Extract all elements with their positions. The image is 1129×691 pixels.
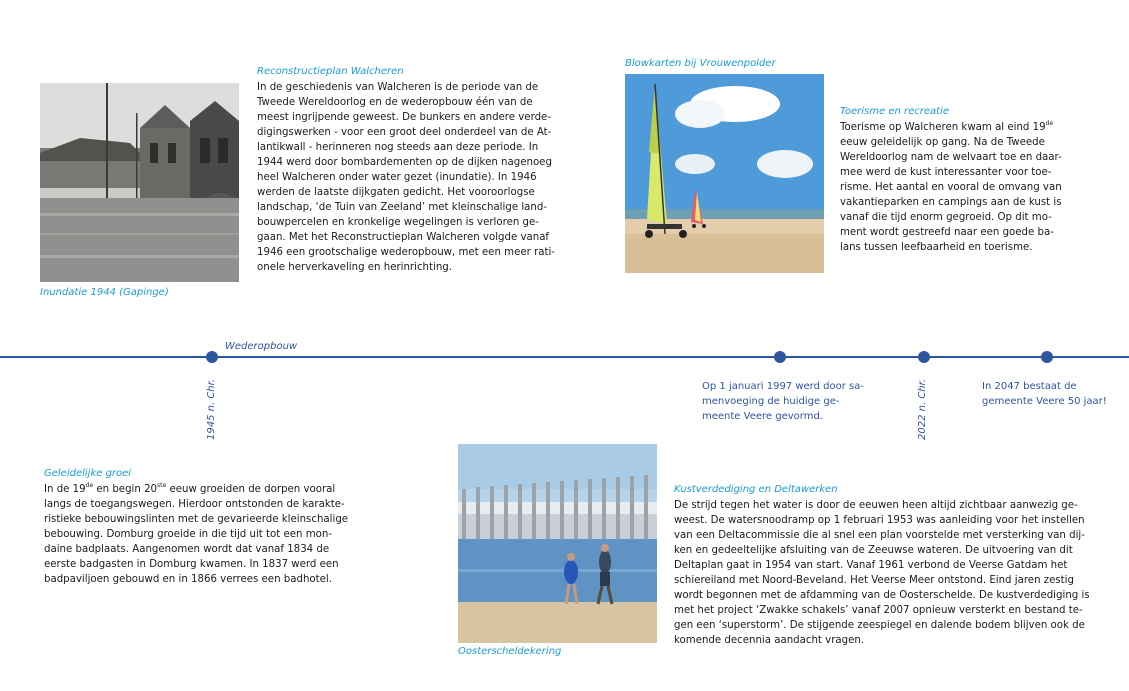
timeline-year-1945: 1945 n. Chr. xyxy=(206,378,217,440)
groei-text xyxy=(44,482,348,587)
reconstructie-caption: Reconstructieplan Walcheren xyxy=(257,66,404,77)
groei-superscript-1: de xyxy=(85,482,94,489)
inundatie-caption: Inundatie 1944 (Gapinge) xyxy=(40,287,169,298)
timeline-label-wederopbouw: Wederopbouw xyxy=(225,341,298,352)
groei-text-c: eeuw groeiden de dorpen vooral xyxy=(166,484,336,495)
toerisme-superscript: de xyxy=(1045,120,1054,127)
timeline-dot-2022 xyxy=(918,351,930,363)
kustverdediging-caption: Kustverdediging en Deltawerken xyxy=(674,484,838,495)
timeline-dot-1945 xyxy=(206,351,218,363)
groei-text-a: In de 19 xyxy=(44,484,86,495)
timeline-event-1997: Op 1 januari 1997 werd door sa- menvoeging de huidige ge- meente Veere gevormd. xyxy=(702,381,864,422)
groei-text-rest: langs de toegangswegen. Hierdoor ontstonden de karakte- ristieke bebouwingslinten met de gevarieerde kleinschalige bebouwing. Domburg groeide in die tijd uit tot een mon- daine badplaats. Aangenomen wordt dat vanaf 1834 de eerste badgasten in Domburg kwamen. In 1837 werd een badpaviljoen gebouwd en in 1866 verrees een badhotel. xyxy=(44,499,349,585)
oosterschelde-caption: Oosterscheldekering xyxy=(458,646,562,657)
blowkarten-caption: Blowkarten bij Vrouwenpolder xyxy=(625,58,776,69)
toerisme-text-start: Toerisme op Walcheren kwam al eind 19 xyxy=(840,122,1046,133)
timeline-dot-1997 xyxy=(774,351,786,363)
timeline-axis xyxy=(0,356,1129,358)
oosterschelde-photo xyxy=(458,444,657,643)
timeline-year-2022: 2022 n. Chr. xyxy=(917,378,928,440)
toerisme-caption: Toerisme en recreatie xyxy=(840,106,949,117)
groei-text-b: en begin 20 xyxy=(93,484,158,495)
toerisme-text xyxy=(840,120,1062,255)
kustverdediging-text: De strijd tegen het water is door de eeuwen heen altijd zichtbaar aanwezig ge- weest. De watersnoodramp op 1 februari 1953 was aanleiding voor het instellen van een Deltacommissie die al snel een plan voorstelde met versterking van dij- ken en gedeeltelijke afsluiting van de Zeeuwse wateren. De uitvoering van dit Deltaplan gaat in 1954 van start. Vanaf 1961 verbond de Veerse Gatdam het schiereiland met Noord-Beveland. Het Veerse Meer ontstond. Eind jaren zestig wordt begonnen met de afdamming van de Oosterschelde. De kustverdediging is met het project ‘Zwakke schakels’ vanaf 2007 opnieuw versterkt en bestand te- gen een ‘superstorm’. De stijgende zeespiegel en dalende bodem blijven ook de komende decennia aandacht vragen. xyxy=(674,500,1090,646)
timeline-dot-2047 xyxy=(1041,351,1053,363)
timeline-event-2047: In 2047 bestaat de gemeente Veere 50 jaar! xyxy=(982,381,1107,407)
toerisme-text-rest: eeuw geleidelijk op gang. Na de Tweede Wereldoorlog nam de welvaart toe en daar- mee werd de kust interessanter voor toe- risme. Het aantal en vooral de omvang van vakantieparken en campings aan de kust is vanaf die tijd enorm gegroeid. Op dit mo- ment wordt gestreefd naar een goede ba- lans tussen leefbaarheid en toerisme. xyxy=(840,137,1062,253)
groei-superscript-2: ste xyxy=(157,482,167,489)
inundatie-photo xyxy=(40,83,239,282)
reconstructie-text: In de geschiedenis van Walcheren is de periode van de Tweede Wereldoorlog en de wederopbouw één van de meest ingrijpende geweest. De bunkers en andere verde- digingswerken - voor een groot deel onderdeel van de At- lantikwall - herinneren nog steeds aan deze periode. In 1944 werd door bombardementen op de dijken nagenoeg heel Walcheren onder water gezet (inundatie). In 1946 werden de laatste dijkgaten gedicht. Het vooroorlogse landschap, ‘de Tuin van Zeeland’ met kleinschalige land- bouwpercelen en kronkelige wegelingen is verloren ge- gaan. Met het Reconstructieplan Walcheren volgde vanaf 1946 een grootschalige wederopbouw, met een meer rati- onele herverkaveling en herinrichting. xyxy=(257,82,555,273)
blowkarten-photo xyxy=(625,74,824,273)
groei-caption: Geleidelijke groei xyxy=(44,468,132,479)
